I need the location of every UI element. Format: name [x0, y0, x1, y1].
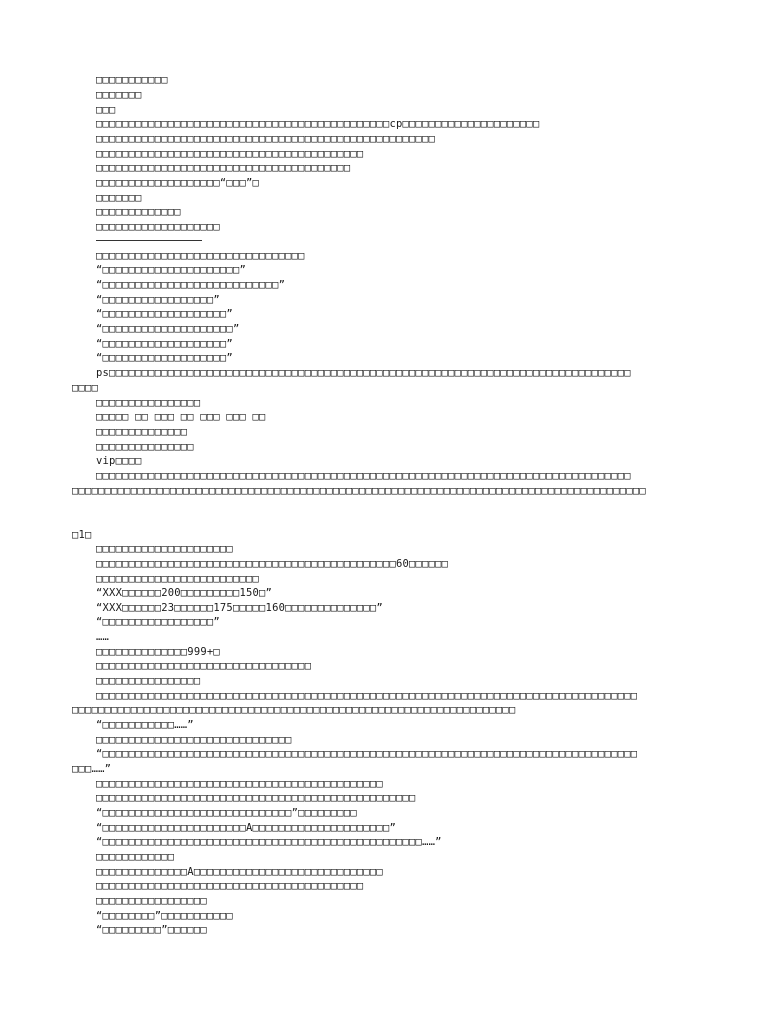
divider	[96, 240, 202, 241]
text-line: □□□□□□□□□□□□□□□□□□□□□□□□□□□□□□□□□□□□□□□□□□□□□□□□□	[96, 792, 416, 804]
quote-line: “□□□□□□□□□□□□□□□□□”	[96, 294, 220, 306]
text-line: □□□□□ □□ □□□ □□ □□□ □□□ □□	[96, 411, 266, 423]
quote-line: “□□□□□□□□□□□□□□□□□□□□□□□□□□□□□□□□□□□□□□□□□□□□□□□□□□□□□□□□□□□□□□□□□□□□□□□□□□□□□□□□□□	[96, 748, 638, 760]
text-line: □□□□□□□□□□□□□□□□□□□□□	[96, 543, 233, 555]
quote-line: “XXX□□□□□□200□□□□□□□□□150□”	[96, 587, 273, 599]
quote-line: “□□□□□□□□”□□□□□□□□□□□	[96, 910, 233, 922]
text-line-continuation: □□□……”	[72, 763, 112, 775]
quote-line: “□□□□□□□□□□□□□□□□□□□□□□□□□□□□□”□□□□□□□□□	[96, 807, 357, 819]
quote-line: “XXX□□□□□□23□□□□□□175□□□□□160□□□□□□□□□□□□□□”	[96, 602, 383, 614]
text-line: □□□	[96, 104, 116, 116]
text-line: vip□□□□	[96, 455, 142, 467]
quote-line: “□□□□□□□□□□□□□□□□□□□□□□A□□□□□□□□□□□□□□□□□□□□□”	[96, 822, 396, 834]
text-line: □□□□□□□□□□□□□□□□□□□□□□□□□□□□□□□□	[96, 250, 305, 262]
quote-line: “□□□□□□□□□□□□□□□□□”	[96, 616, 220, 628]
text-line: □□□□□□□□□□□□□□□□□□□□□□□□□□□□□□□□□□□□□□□	[96, 162, 351, 174]
text-line-continuation: □□□□□□□□□□□□□□□□□□□□□□□□□□□□□□□□□□□□□□□□□□□□□□□□□□□□□□□□□□□□□□□□□□□□□□□□□□□□□□□□□□□□□□□□	[72, 485, 646, 497]
text-line: □□□□□□□□□□□□	[96, 851, 175, 863]
quote-line: “□□□□□□□□□□□□□□□□□□□”	[96, 308, 233, 320]
text-line: □□□□□□□□□□□□□□□□	[96, 675, 201, 687]
text-line: □□□□□□□□□□□□□□□□□□□□□□□□□□□□□□□□□□□□□□□□□□□□□cp□□□□□□□□□□□□□□□□□□□□□	[96, 118, 540, 130]
quote-line: “□□□□□□□□□□□□□□□□□□□□□□□□□□□”	[96, 279, 286, 291]
text-line-continuation: □□□□	[72, 382, 99, 394]
quote-line: “□□□□□□□□□”□□□□□□	[96, 924, 207, 936]
text-line: □□□□□□□□□□□□□□□□□□□□□□□□□	[96, 573, 260, 585]
text-line: □□□□□□□	[96, 89, 142, 101]
text-line: □□□□□□□□□□□□□□□□□□□□□□□□□□□□□□□□□□□□□□□□□	[96, 880, 364, 892]
text-line: □□□□□□□□□□□□□□□	[96, 441, 194, 453]
text-line: □□□□□□□□□□□□□□	[96, 426, 188, 438]
ellipsis-line: ……	[96, 631, 110, 643]
section-heading: □1□	[72, 529, 92, 541]
text-line: □□□□□□□□□□□□□□□□□□□“□□□”□	[96, 177, 260, 189]
text-line: □□□□□□□□□□□□□□□□□□□	[96, 221, 220, 233]
text-line: □□□□□□□□□□□□□□□□□	[96, 895, 207, 907]
text-line: □□□□□□□□□□□	[96, 74, 168, 86]
text-line: □□□□□□□□□□□□□□□□□□□□□□□□□□□□□□□□□	[96, 660, 312, 672]
text-line: □□□□□□□□□□□□□□□□	[96, 397, 201, 409]
text-line-continuation: □□□□□□□□□□□□□□□□□□□□□□□□□□□□□□□□□□□□□□□□□□□□□□□□□□□□□□□□□□□□□□□□□□□□	[72, 704, 516, 716]
text-line: □□□□□□□□□□□□□□□□□□□□□□□□□□□□□□□□□□□□□□□□□□□□	[96, 778, 383, 790]
quote-line: “□□□□□□□□□□□□□□□□□□□”	[96, 352, 233, 364]
quote-line: “□□□□□□□□□□□□□□□□□□□”	[96, 338, 233, 350]
text-line: ps□□□□□□□□□□□□□□□□□□□□□□□□□□□□□□□□□□□□□□□□□□□□□□□□□□□□□□□□□□□□□□□□□□□□□□□□□□□□□□□□	[96, 367, 631, 379]
text-line: □□□□□□□□□□□□□□□□□□□□□□□□□□□□□□□□□□□□□□□□□□□□□□□□□□□□□□□□□□□□□□□□□□□□□□□□□□□□□□□□□□	[96, 470, 631, 482]
quote-line: “□□□□□□□□□□□□□□□□□□□□”	[96, 323, 240, 335]
text-line: □□□□□□□□□□□□□	[96, 206, 181, 218]
quote-line: “□□□□□□□□□□□□□□□□□□□□□”	[96, 264, 246, 276]
text-line: □□□□□□□□□□□□□□□□□□□□□□□□□□□□□□□□□□□□□□□□□□□□□□□□□□□□□□□□□□□□□□□□□□□□□□□□□□□□□□□□□□□	[96, 690, 638, 702]
quote-line: “□□□□□□□□□□□……”	[96, 719, 194, 731]
text-line: □□□□□□□□□□□□□□□□□□□□□□□□□□□□□□□□□□□□□□□□□□□□□□60□□□□□□	[96, 558, 449, 570]
text-line: □□□□□□□□□□□□□□999+□	[96, 646, 220, 658]
text-line: □□□□□□□	[96, 192, 142, 204]
text-line: □□□□□□□□□□□□□□□□□□□□□□□□□□□□□□□□□□□□□□□□□□□□□□□□□□□□	[96, 133, 436, 145]
text-line: □□□□□□□□□□□□□□A□□□□□□□□□□□□□□□□□□□□□□□□□□□□□	[96, 866, 383, 878]
text-line: □□□□□□□□□□□□□□□□□□□□□□□□□□□□□□	[96, 734, 292, 746]
text-line: □□□□□□□□□□□□□□□□□□□□□□□□□□□□□□□□□□□□□□□□□	[96, 148, 364, 160]
quote-line: “□□□□□□□□□□□□□□□□□□□□□□□□□□□□□□□□□□□□□□□□□□□□□□□□□……”	[96, 836, 442, 848]
